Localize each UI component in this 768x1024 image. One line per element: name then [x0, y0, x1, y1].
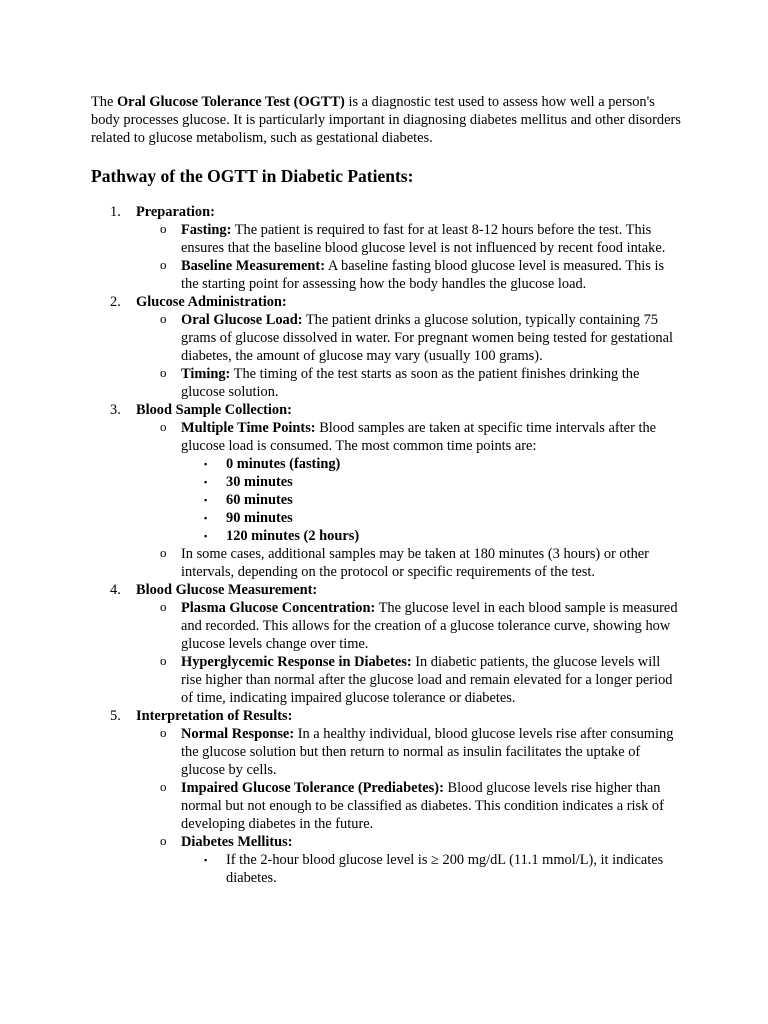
item-term: Impaired Glucose Tolerance (Prediabetes): [181, 780, 444, 796]
list-item-timing [136, 365, 681, 401]
square-bullet-icon: ▪ [204, 531, 208, 541]
circle-bullet-icon: o [160, 599, 167, 614]
item-text: The patient is required to fast for at least 8-12 hours before the test. This ensures that the baseline blood glucose level is not influenced by recent food intake. [181, 222, 666, 256]
step-items [136, 419, 681, 581]
step-blood-glucose-measurement [91, 581, 681, 707]
list-item-multiple-time-points [136, 419, 681, 545]
time-point-label: 30 minutes [226, 474, 293, 490]
item-text: The timing of the test starts as soon as the patient finishes drinking the glucose solution. [181, 366, 640, 400]
item-term: Timing: [181, 366, 231, 382]
list-item-time-point [181, 527, 681, 545]
ogtt-steps-list [91, 203, 681, 887]
circle-bullet-icon: o [160, 365, 167, 380]
circle-bullet-icon: o [160, 779, 167, 794]
section-heading: Pathway of the OGTT in Diabetic Patients: [91, 166, 414, 186]
item-text: In diabetic patients, the glucose levels will rise higher than normal after the glucose load and remain elevated for a longer period of time, indicating impaired glucose tolerance or diabetes. [181, 654, 673, 706]
item-term: Diabetes Mellitus: [181, 834, 293, 850]
square-bullet-icon: ▪ [204, 477, 208, 487]
item-term: Multiple Time Points: [181, 420, 316, 436]
step-number: 5. [110, 708, 121, 724]
step-items [136, 725, 681, 887]
diabetes-criteria-list [181, 851, 681, 887]
list-item-oral-glucose-load [136, 311, 681, 365]
time-point-label: 0 minutes (fasting) [226, 456, 341, 472]
list-item-impaired-glucose-tolerance [136, 779, 681, 833]
list-item-diabetes-criterion [181, 851, 681, 887]
circle-bullet-icon: o [160, 833, 167, 848]
step-preparation [91, 203, 681, 293]
circle-bullet-icon: o [160, 221, 167, 236]
step-number: 3. [110, 402, 121, 418]
item-text: Blood samples are taken at specific time intervals after the glucose load is consumed. The most common time points are: [181, 420, 657, 454]
step-number: 2. [110, 294, 121, 310]
list-item-plasma-glucose-concentration [136, 599, 681, 653]
time-point-label: 90 minutes [226, 510, 293, 526]
list-item-diabetes-mellitus [136, 833, 681, 887]
item-term: Oral Glucose Load: [181, 312, 303, 328]
step-title: Blood Glucose Measurement: [136, 582, 318, 598]
time-point-label: 60 minutes [226, 492, 293, 508]
item-text: The glucose level in each blood sample is measured and recorded. This allows for the creation of a glucose tolerance curve, showing how glucose levels change over time. [181, 600, 678, 652]
step-blood-sample-collection [91, 401, 681, 581]
list-item-time-point [181, 473, 681, 491]
step-title: Glucose Administration: [136, 294, 287, 310]
step-glucose-administration [91, 293, 681, 401]
item-text: In some cases, additional samples may be taken at 180 minutes (3 hours) or other intervals, depending on the protocol or specific requirements of the test. [181, 546, 649, 580]
list-item-normal-response [136, 725, 681, 779]
list-item-additional-samples [136, 545, 681, 581]
list-item-fasting [136, 221, 681, 257]
item-text: A baseline fasting blood glucose level is measured. This is the starting point for assessing how the body handles the glucose load. [181, 258, 665, 292]
step-title: Interpretation of Results: [136, 708, 293, 724]
intro-prefix: The [91, 94, 117, 110]
step-title: Blood Sample Collection: [136, 402, 292, 418]
list-item-baseline-measurement [136, 257, 681, 293]
step-items [136, 599, 681, 707]
item-text: In a healthy individual, blood glucose levels rise after consuming the glucose solution but then return to normal as insulin facilitates the uptake of glucose by cells. [181, 726, 674, 778]
list-item-time-point [181, 491, 681, 509]
step-number: 4. [110, 582, 121, 598]
list-item-time-point [181, 509, 681, 527]
circle-bullet-icon: o [160, 545, 167, 560]
circle-bullet-icon: o [160, 311, 167, 326]
step-number: 1. [110, 204, 121, 220]
list-item-time-point [181, 455, 681, 473]
item-term: Baseline Measurement: [181, 258, 326, 274]
criterion-text: If the 2-hour blood glucose level is ≥ 200 mg/dL (11.1 mmol/L), it indicates diabetes. [226, 852, 664, 886]
square-bullet-icon: ▪ [204, 855, 208, 865]
item-term: Normal Response: [181, 726, 295, 742]
intro-term: Oral Glucose Tolerance Test (OGTT) [116, 94, 345, 110]
circle-bullet-icon: o [160, 653, 167, 668]
item-text: The patient drinks a glucose solution, typically containing 75 grams of glucose dissolved in water. For pregnant women being tested for gestational diabetes, the amount of glucose may vary (usually 100 grams). [181, 312, 673, 364]
intro-paragraph [91, 93, 681, 147]
time-point-label: 120 minutes (2 hours) [226, 528, 360, 544]
square-bullet-icon: ▪ [204, 459, 208, 469]
item-term: Fasting: [181, 222, 232, 238]
step-interpretation-of-results [91, 707, 681, 887]
step-items [136, 221, 681, 293]
time-points-list [181, 455, 681, 545]
square-bullet-icon: ▪ [204, 513, 208, 523]
square-bullet-icon: ▪ [204, 495, 208, 505]
step-items [136, 311, 681, 401]
circle-bullet-icon: o [160, 419, 167, 434]
intro-rest: is a diagnostic test used to assess how well a person's body processes glucose. It is particularly important in diagnosing diabetes mellitus and other disorders related to glucose metabolism, such as gestational diabetes. [91, 94, 681, 146]
item-term: Plasma Glucose Concentration: [181, 600, 376, 616]
item-text: Blood glucose levels rise higher than normal but not enough to be classified as diabetes. This condition indicates a risk of developing diabetes in the future. [181, 780, 664, 832]
item-term: Hyperglycemic Response in Diabetes: [181, 654, 412, 670]
list-item-hyperglycemic-response [136, 653, 681, 707]
step-title: Preparation: [136, 204, 215, 220]
circle-bullet-icon: o [160, 257, 167, 272]
circle-bullet-icon: o [160, 725, 167, 740]
